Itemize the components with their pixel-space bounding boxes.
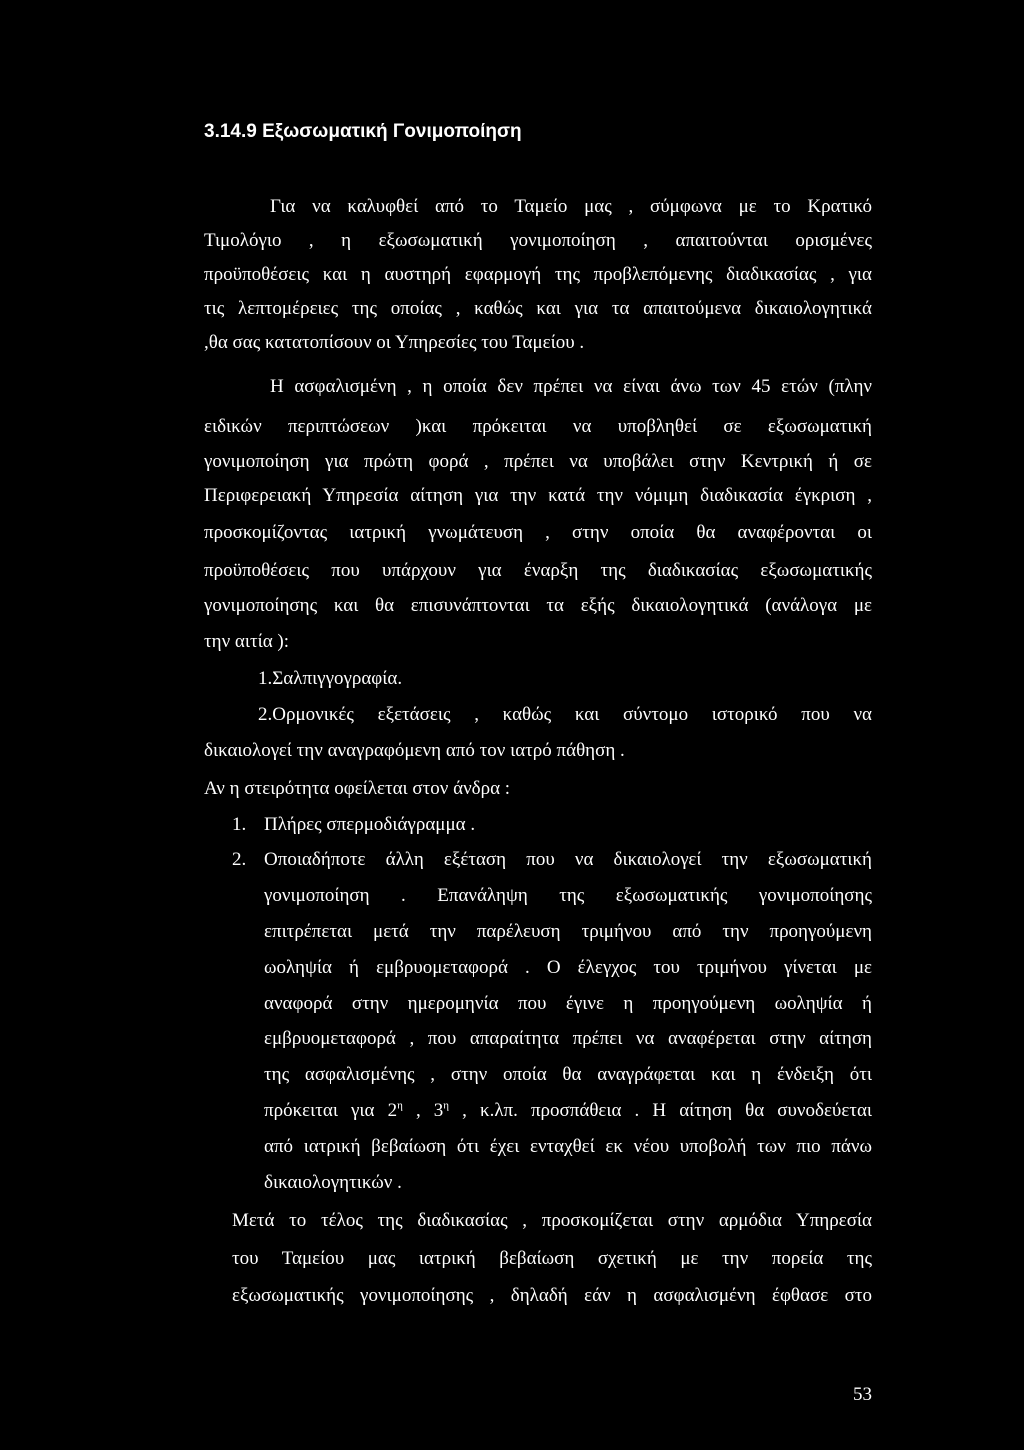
text-line: Για να καλυφθεί από το Ταμείο μας , σύμφωνα με το Κρατικό [270,196,872,217]
section-heading: 3.14.9 Εξωσωματική Γονιμοποίηση [204,121,522,142]
text-line: εξωσωματικής γονιμοποίησης , δηλαδή εάν η ασφαλισμένη έφθασε στο [232,1285,872,1306]
text-line: προσκομίζοντας ιατρική γνωμάτευση , στην οποία θα αναφέρονται οι [204,522,872,543]
text-line: Μετά το τέλος της διαδικασίας , προσκομίζεται στην αρμόδια Υπηρεσία [232,1210,872,1231]
list-number: 1. [232,814,247,835]
list-item: 2.Ορμονικές εξετάσεις , καθώς και σύντομο ιστορικό που να [258,704,872,725]
list-number: 2. [232,849,247,870]
text-line: του Ταμείου μας ιατρική βεβαίωση σχετική με την πορεία της [232,1248,872,1269]
text-span: , 3 [402,1100,444,1121]
text-line [264,1094,872,1128]
text-line: Αν η στειρότητα οφείλεται στον άνδρα : [204,778,511,799]
ordinal-superscript: η [443,1099,450,1112]
text-line: επιτρέπεται μετά την παρέλευση τριμήνου από την προηγούμενη [264,921,872,942]
text-span: , κ.λπ. προσπάθεια . Η αίτηση θα συνοδεύεται [449,1100,873,1121]
text-line: ,θα σας κατατοπίσουν οι Υπηρεσίες του Ταμείου . [204,332,585,353]
text-line: αναφορά στην ημερομηνία που έγινε η προηγούμενη ωοληψία ή [264,993,872,1014]
text-line: προϋποθέσεις που υπάρχουν για έναρξη της διαδικασίας εξωσωματικής [204,560,872,581]
text-span: πρόκειται για 2 [264,1100,398,1121]
text-line: Τιμολόγιο , η εξωσωματική γονιμοποίηση , απαιτούνται ορισμένες [204,230,872,251]
text-line: γονιμοποίηση για πρώτη φορά , πρέπει να υποβάλει στην Κεντρική ή σε [204,451,872,472]
text-line: Περιφερειακή Υπηρεσία αίτηση για την κατά την νόμιμη διαδικασία έγκριση , [204,485,872,506]
text-line: Η ασφαλισμένη , η οποία δεν πρέπει να είναι άνω των 45 ετών (πλην [270,376,872,397]
list-item: Οποιαδήποτε άλλη εξέταση που να δικαιολογεί την εξωσωματική [264,849,872,870]
text-line: δικαιολογεί την αναγραφόμενη από τον ιατρό πάθηση . [204,740,625,761]
list-item: Πλήρες σπερμοδιάγραμμα . [264,814,476,835]
text-line: την αιτία ): [204,631,290,652]
text-line: της ασφαλισμένης , στην οποία θα αναγράφεται και η ένδειξη ότι [264,1064,872,1085]
list-item: 1.Σαλπιγγογραφία. [258,668,403,689]
text-line: τις λεπτομέρειες της οποίας , καθώς και για τα απαιτούμενα δικαιολογητικά [204,298,872,319]
text-line: προϋποθέσεις και η αυστηρή εφαρμογή της προβλεπόμενης διαδικασίας , για [204,264,872,285]
text-line: γονιμοποίηση . Επανάληψη της εξωσωματικής γονιμοποίησης [264,885,872,906]
text-line: γονιμοποίησης και θα επισυνάπτονται τα εξής δικαιολογητικά (ανάλογα με [204,595,872,616]
ordinal-superscript: η [397,1099,403,1112]
text-line: από ιατρική βεβαίωση ότι έχει ενταχθεί εκ νέου υποβολή των πιο πάνω [264,1136,872,1157]
text-line: δικαιολογητικών . [264,1172,402,1193]
text-line: ωοληψία ή εμβρυομεταφορά . Ο έλεγχος του τριμήνου γίνεται με [264,957,872,978]
text-line: εμβρυομεταφορά , που απαραίτητα πρέπει να αναφέρεται στην αίτηση [264,1028,872,1049]
page-number: 53 [853,1384,872,1405]
text-line: ειδικών περιπτώσεων )και πρόκειται να υποβληθεί σε εξωσωματική [204,416,872,437]
